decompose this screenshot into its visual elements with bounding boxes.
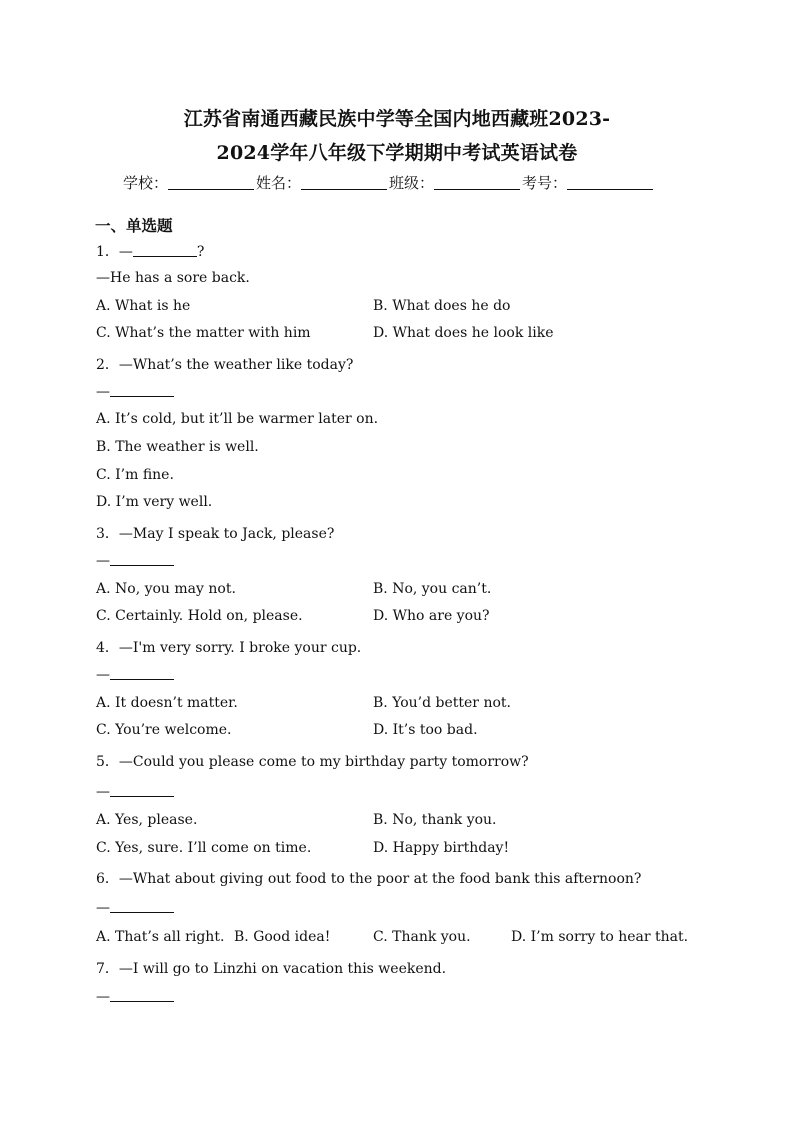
question-2-prompt: 2．—What’s the weather like today?	[96, 357, 354, 373]
number-blank[interactable]	[567, 175, 653, 190]
class-blank[interactable]	[434, 175, 520, 190]
school-blank[interactable]	[168, 175, 254, 190]
question-3-option-d[interactable]: D. Who are you?	[373, 608, 490, 624]
question-6-prompt: 6．—What about giving out food to the poor at the food bank this afternoon?	[96, 871, 642, 887]
question-2-option-b[interactable]: B. The weather is well.	[96, 439, 259, 455]
question-4-option-d[interactable]: D. It’s too bad.	[373, 722, 478, 738]
answer-blank[interactable]	[133, 244, 197, 257]
question-3-prompt: 3．—May I speak to Jack, please?	[96, 526, 335, 542]
question-7-prompt: 7．—I will go to Linzhi on vacation this weekend.	[96, 961, 447, 977]
answer-blank[interactable]	[110, 784, 174, 797]
answer-blank[interactable]	[110, 553, 174, 566]
question-3-option-c[interactable]: C. Certainly. Hold on, please.	[96, 608, 303, 624]
question-4-option-a[interactable]: A. It doesn’t matter.	[96, 695, 238, 711]
number-label: 考号：	[522, 174, 568, 192]
exam-title-line2: 2024学年八年级下学期期中考试英语试卷	[216, 142, 578, 164]
question-6-reply: —	[96, 900, 174, 916]
section-title: 一、单选题	[95, 216, 173, 235]
question-5-option-c[interactable]: C. Yes, sure. I’ll come on time.	[96, 840, 312, 856]
question-6-option-b[interactable]: B. Good idea!	[234, 929, 331, 945]
question-3-reply: —	[96, 553, 174, 569]
question-5-option-a[interactable]: A. Yes, please.	[96, 812, 198, 828]
name-blank[interactable]	[301, 175, 387, 190]
question-4-option-c[interactable]: C. You’re welcome.	[96, 722, 232, 738]
question-7-reply: —	[96, 989, 174, 1005]
question-2-reply: —	[96, 384, 174, 400]
question-1-reply: —He has a sore back.	[96, 270, 250, 286]
class-label: 班级：	[389, 174, 435, 192]
question-1-option-c[interactable]: C. What’s the matter with him	[96, 325, 311, 341]
name-label: 姓名：	[256, 174, 302, 192]
school-label: 学校：	[123, 174, 169, 192]
question-6-option-d[interactable]: D. I’m sorry to hear that.	[511, 929, 689, 945]
question-2-option-a[interactable]: A. It’s cold, but it’ll be warmer later on.	[96, 411, 379, 427]
question-1-option-a[interactable]: A. What is he	[96, 298, 191, 314]
question-4-option-b[interactable]: B. You’d better not.	[373, 695, 511, 711]
question-1-prompt: 1．— ?	[96, 244, 205, 260]
question-6-option-a[interactable]: A. That’s all right.	[96, 929, 225, 945]
exam-title-line1: 江苏省南通西藏民族中学等全国内地西藏班2023-	[183, 108, 611, 130]
student-info-row	[123, 172, 655, 193]
question-5-option-b[interactable]: B. No, thank you.	[373, 812, 497, 828]
answer-blank[interactable]	[110, 900, 174, 913]
question-3-option-b[interactable]: B. No, you can’t.	[373, 581, 492, 597]
question-1-option-d[interactable]: D. What does he look like	[373, 325, 554, 341]
question-2-option-c[interactable]: C. I’m fine.	[96, 467, 174, 483]
question-1-option-b[interactable]: B. What does he do	[373, 298, 511, 314]
question-3-option-a[interactable]: A. No, you may not.	[96, 581, 236, 597]
answer-blank[interactable]	[110, 384, 174, 397]
question-2-option-d[interactable]: D. I’m very well.	[96, 494, 213, 510]
question-4-reply: —	[96, 667, 174, 683]
question-4-prompt: 4．—I'm very sorry. I broke your cup.	[96, 640, 362, 656]
question-5-prompt: 5．—Could you please come to my birthday party tomorrow?	[96, 754, 529, 770]
question-5-option-d[interactable]: D. Happy birthday!	[373, 840, 510, 856]
answer-blank[interactable]	[110, 989, 174, 1002]
question-6-option-c[interactable]: C. Thank you.	[373, 929, 471, 945]
answer-blank[interactable]	[110, 667, 174, 680]
question-5-reply: —	[96, 784, 174, 800]
